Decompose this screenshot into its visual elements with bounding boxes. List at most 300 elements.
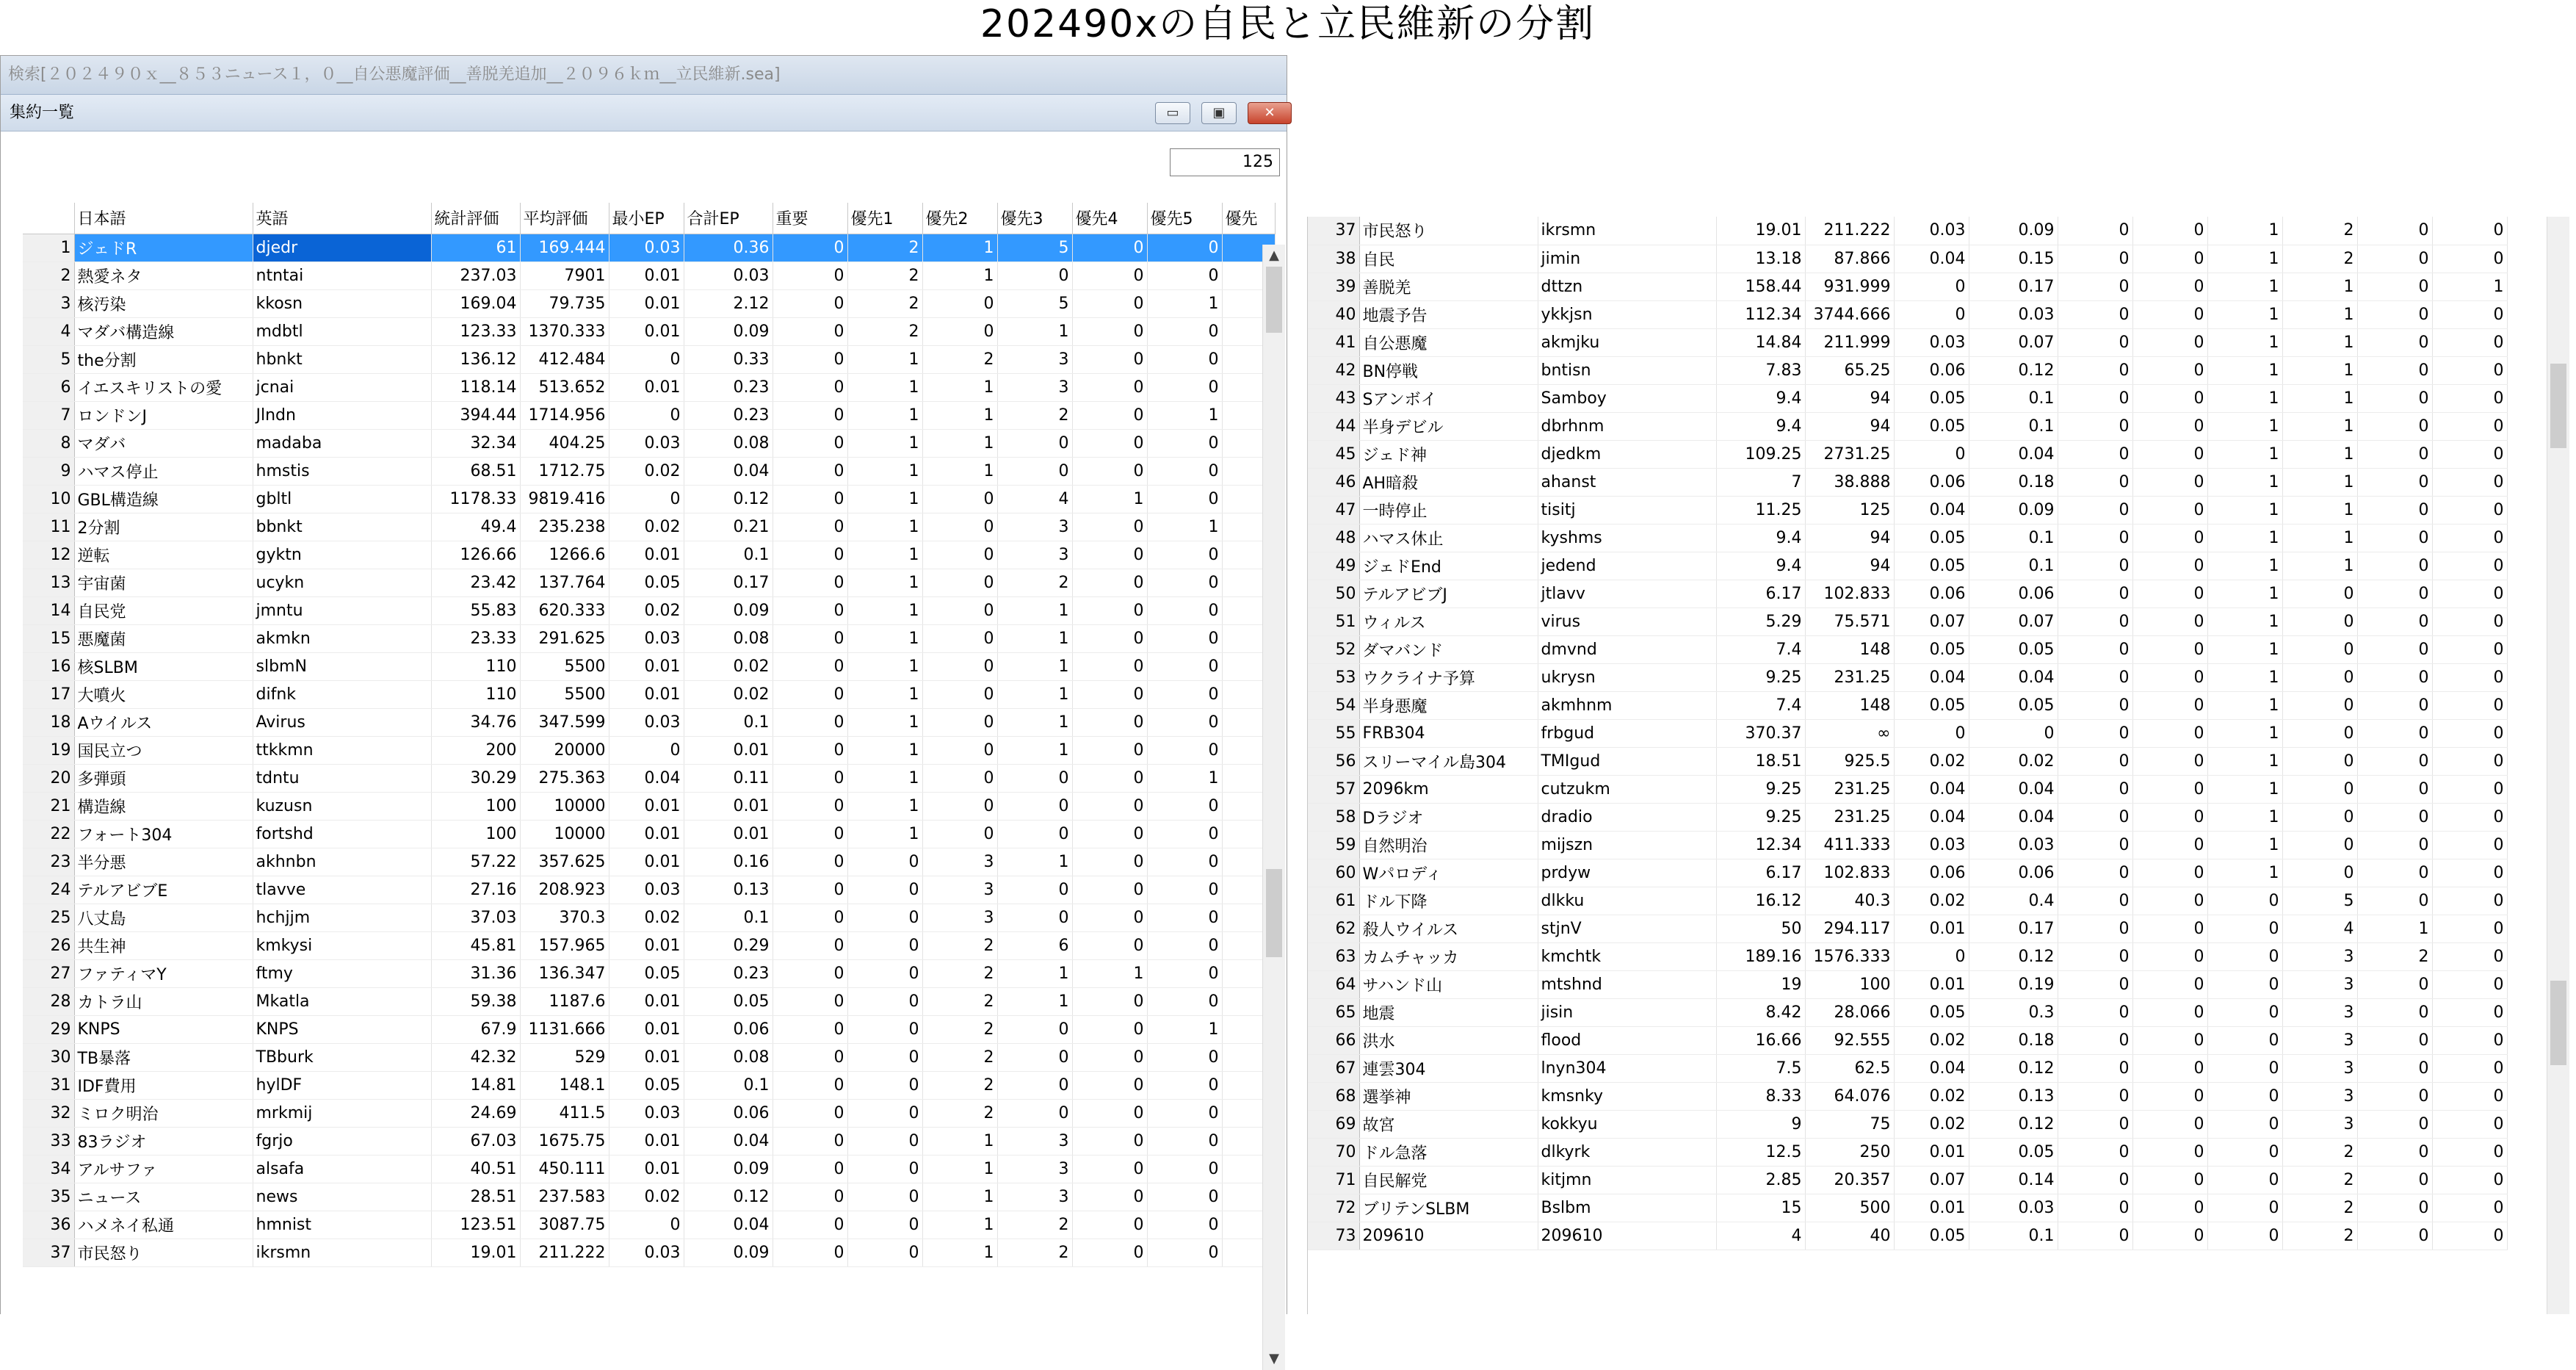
cell-value[interactable]: 0.03 [609, 1239, 684, 1266]
cell-value[interactable]: 0.09 [684, 1155, 773, 1183]
cell-value[interactable]: 1 [2207, 217, 2282, 245]
cell-value[interactable]: 0.1 [1969, 412, 2058, 440]
cell-value[interactable]: 2 [2282, 1194, 2357, 1222]
row-number[interactable]: 22 [23, 820, 74, 848]
table-row[interactable] [1308, 552, 2507, 580]
cell-value[interactable]: 370.3 [520, 904, 609, 931]
cell-value[interactable]: 0.03 [684, 262, 773, 289]
row-number[interactable]: 12 [23, 541, 74, 569]
cell-japanese[interactable]: 悪魔菌 [74, 624, 253, 652]
cell-value[interactable]: 7.83 [1716, 356, 1805, 384]
cell-value[interactable]: 0.06 [1894, 468, 1969, 496]
cell-english[interactable]: mijszn [1538, 831, 1716, 859]
cell-value[interactable]: 1 [997, 987, 1072, 1015]
cell-value[interactable]: 1 [2207, 663, 2282, 691]
cell-value[interactable]: 1 [847, 401, 922, 429]
cell-japanese[interactable]: 善脱羌 [1359, 273, 1538, 300]
cell-value[interactable]: 1 [2207, 580, 2282, 608]
cell-value[interactable]: 0 [2432, 775, 2507, 803]
cell-value[interactable]: 0 [773, 820, 847, 848]
cell-value[interactable]: 3 [997, 1183, 1072, 1211]
cell-value[interactable]: 0.01 [609, 848, 684, 876]
cell-value[interactable]: 0 [2207, 1138, 2282, 1166]
cell-value[interactable]: 1712.75 [520, 457, 609, 485]
table-row[interactable] [23, 1211, 1275, 1239]
cell-value[interactable]: 211.999 [1805, 328, 1894, 356]
cell-value[interactable]: 0 [922, 792, 997, 820]
cell-value[interactable]: 0 [2058, 580, 2132, 608]
cell-value[interactable]: 0 [2432, 887, 2507, 915]
cell-value[interactable]: 0 [2132, 524, 2207, 552]
cell-japanese[interactable]: 2096km [1359, 775, 1538, 803]
cell-value[interactable]: 0 [1894, 440, 1969, 468]
cell-value[interactable]: 0 [1147, 541, 1222, 569]
cell-value[interactable]: 0.1 [684, 904, 773, 931]
cell-value[interactable]: 1 [2207, 300, 2282, 328]
cell-value[interactable]: 0.11 [684, 764, 773, 792]
row-number[interactable]: 40 [1308, 300, 1359, 328]
cell-value[interactable]: 7 [1716, 468, 1805, 496]
cell-value[interactable]: 189.16 [1716, 942, 1805, 970]
row-number[interactable]: 60 [1308, 859, 1359, 887]
cell-value[interactable]: 3 [997, 373, 1072, 401]
cell-value[interactable]: 211.222 [520, 1239, 609, 1266]
cell-value[interactable]: 0 [2357, 887, 2432, 915]
cell-value[interactable]: 0 [2132, 552, 2207, 580]
cell-value[interactable]: 0 [1072, 904, 1147, 931]
row-number[interactable]: 56 [1308, 747, 1359, 775]
cell-value[interactable]: 0 [2058, 1166, 2132, 1194]
cell-value[interactable]: 0 [1072, 624, 1147, 652]
cell-japanese[interactable]: ウクライナ予算 [1359, 663, 1538, 691]
cell-english[interactable]: hmnist [253, 1211, 431, 1239]
cell-value[interactable]: 0.06 [1894, 859, 1969, 887]
row-number[interactable]: 54 [1308, 691, 1359, 719]
cell-english[interactable]: ahanst [1538, 468, 1716, 496]
close-button[interactable]: ✕ [1248, 102, 1292, 124]
column-header[interactable]: 優先4 [1072, 203, 1147, 234]
cell-japanese[interactable]: 市民怒り [74, 1239, 253, 1266]
cell-value[interactable]: 0.08 [684, 1043, 773, 1071]
cell-value[interactable]: 0 [1894, 942, 1969, 970]
cell-value[interactable]: 16.12 [1716, 887, 1805, 915]
cell-value[interactable]: 2 [922, 987, 997, 1015]
cell-value[interactable]: 0.17 [1969, 915, 2058, 942]
row-number[interactable]: 10 [23, 485, 74, 513]
cell-value[interactable]: 0 [2058, 942, 2132, 970]
cell-value[interactable]: 45.81 [431, 931, 520, 959]
cell-english[interactable]: gbltl [253, 485, 431, 513]
cell-value[interactable]: 3 [2282, 1054, 2357, 1082]
cell-japanese[interactable]: テルアビブJ [1359, 580, 1538, 608]
row-number[interactable]: 62 [1308, 915, 1359, 942]
cell-japanese[interactable]: ドル下降 [1359, 887, 1538, 915]
cell-english[interactable]: akmjku [1538, 328, 1716, 356]
cell-value[interactable]: 0 [2432, 300, 2507, 328]
cell-japanese[interactable]: Aウイルス [74, 708, 253, 736]
cell-value[interactable]: 0 [2132, 775, 2207, 803]
cell-value[interactable]: 0 [1147, 1155, 1222, 1183]
table-row[interactable] [23, 569, 1275, 596]
cell-value[interactable]: 0 [1072, 792, 1147, 820]
cell-value[interactable]: 3 [922, 876, 997, 904]
cell-value[interactable]: 1 [2207, 496, 2282, 524]
table-row[interactable] [23, 904, 1275, 931]
cell-value[interactable]: 0.09 [684, 596, 773, 624]
cell-value[interactable]: 0 [2132, 1222, 2207, 1250]
cell-value[interactable]: 0 [773, 1239, 847, 1266]
cell-value[interactable]: 0 [1072, 1015, 1147, 1043]
cell-value[interactable]: 0 [1147, 1043, 1222, 1071]
table-row[interactable] [1308, 831, 2507, 859]
cell-value[interactable]: 0 [922, 289, 997, 317]
cell-value[interactable]: 0 [2058, 831, 2132, 859]
cell-value[interactable]: 125 [1805, 496, 1894, 524]
cell-value[interactable]: 94 [1805, 524, 1894, 552]
right-scroll-thumb[interactable] [2550, 364, 2566, 448]
cell-value[interactable]: 1 [2207, 328, 2282, 356]
table-row[interactable] [1308, 468, 2507, 496]
cell-value[interactable]: 1 [997, 652, 1072, 680]
cell-value[interactable]: 0 [773, 931, 847, 959]
cell-english[interactable]: kmsnky [1538, 1082, 1716, 1110]
row-number[interactable]: 19 [23, 736, 74, 764]
cell-value[interactable]: 0 [2207, 1054, 2282, 1082]
cell-value[interactable]: 0 [2357, 1054, 2432, 1082]
cell-value[interactable]: 0.02 [684, 652, 773, 680]
cell-value[interactable]: 57.22 [431, 848, 520, 876]
cell-value[interactable]: 0.06 [684, 1099, 773, 1127]
row-number[interactable]: 4 [23, 317, 74, 345]
table-row[interactable] [23, 373, 1275, 401]
cell-value[interactable]: 0 [1072, 1211, 1147, 1239]
cell-value[interactable]: 0 [1072, 457, 1147, 485]
cell-value[interactable]: 0 [1147, 262, 1222, 289]
cell-value[interactable]: 0.03 [1894, 217, 1969, 245]
cell-value[interactable]: 0 [1072, 569, 1147, 596]
cell-value[interactable]: 1 [847, 820, 922, 848]
cell-value[interactable]: 3 [922, 904, 997, 931]
cell-value[interactable]: 0 [1147, 317, 1222, 345]
cell-value[interactable]: 0 [2357, 775, 2432, 803]
cell-value[interactable]: 0 [773, 485, 847, 513]
row-number[interactable]: 28 [23, 987, 74, 1015]
cell-value[interactable]: 0 [1072, 513, 1147, 541]
cell-value[interactable]: 0.02 [1969, 747, 2058, 775]
cell-english[interactable]: akhnbn [253, 848, 431, 876]
cell-value[interactable]: 0.02 [609, 457, 684, 485]
cell-value[interactable]: 40.51 [431, 1155, 520, 1183]
cell-value[interactable]: 0 [847, 1071, 922, 1099]
cell-value[interactable]: 0 [2132, 719, 2207, 747]
cell-english[interactable]: mtshnd [1538, 970, 1716, 998]
cell-value[interactable]: 0 [1147, 457, 1222, 485]
table-row[interactable] [23, 234, 1275, 262]
cell-value[interactable]: 0 [2282, 635, 2357, 663]
cell-value[interactable]: 2 [847, 289, 922, 317]
cell-value[interactable]: 0 [1147, 234, 1222, 262]
cell-value[interactable]: 0 [2282, 608, 2357, 635]
table-row[interactable] [23, 680, 1275, 708]
cell-value[interactable]: 2731.25 [1805, 440, 1894, 468]
table-row[interactable] [1308, 635, 2507, 663]
cell-value[interactable]: 0.01 [609, 792, 684, 820]
cell-value[interactable]: 0 [1072, 848, 1147, 876]
cell-value[interactable]: 6.17 [1716, 580, 1805, 608]
cell-value[interactable]: 0 [922, 736, 997, 764]
cell-value[interactable]: 1 [997, 736, 1072, 764]
cell-value[interactable]: 0 [2058, 440, 2132, 468]
cell-value[interactable]: 0.03 [1894, 831, 1969, 859]
table-row[interactable] [23, 1127, 1275, 1155]
cell-value[interactable]: 0 [2058, 970, 2132, 998]
cell-value[interactable]: 0.13 [1969, 1082, 2058, 1110]
cell-value[interactable]: 0 [997, 1099, 1072, 1127]
cell-value[interactable]: 0 [997, 820, 1072, 848]
cell-value[interactable]: 931.999 [1805, 273, 1894, 300]
cell-value[interactable]: 0 [2132, 608, 2207, 635]
cell-value[interactable]: 357.625 [520, 848, 609, 876]
cell-english[interactable]: jtlavv [1538, 580, 1716, 608]
cell-value[interactable]: 0.12 [1969, 1110, 2058, 1138]
cell-value[interactable]: 0.06 [1969, 580, 2058, 608]
cell-value[interactable]: 0 [1147, 987, 1222, 1015]
cell-value[interactable]: 1 [1147, 513, 1222, 541]
cell-value[interactable]: 0 [2132, 859, 2207, 887]
cell-value[interactable]: 0 [773, 429, 847, 457]
cell-value[interactable]: 0 [847, 1239, 922, 1266]
cell-value[interactable]: 0 [2207, 915, 2282, 942]
cell-japanese[interactable]: 209610 [1359, 1222, 1538, 1250]
cell-value[interactable]: 1 [2207, 831, 2282, 859]
cell-english[interactable]: frbgud [1538, 719, 1716, 747]
cell-english[interactable]: Mkatla [253, 987, 431, 1015]
cell-value[interactable]: 0 [2357, 663, 2432, 691]
cell-value[interactable]: 0.1 [1969, 384, 2058, 412]
cell-value[interactable]: 0.04 [1969, 803, 2058, 831]
cell-value[interactable]: 0 [922, 485, 997, 513]
cell-japanese[interactable]: 半身デビル [1359, 412, 1538, 440]
scroll-up-icon[interactable]: ▲ [1269, 248, 1279, 263]
cell-value[interactable]: 0 [2058, 384, 2132, 412]
cell-value[interactable]: 94 [1805, 552, 1894, 580]
cell-value[interactable]: 0 [773, 1015, 847, 1043]
row-number[interactable]: 70 [1308, 1138, 1359, 1166]
cell-value[interactable]: 0 [1147, 652, 1222, 680]
cell-value[interactable]: 2 [847, 262, 922, 289]
table-row[interactable] [1308, 384, 2507, 412]
cell-value[interactable]: 87.866 [1805, 245, 1894, 273]
cell-value[interactable]: 118.14 [431, 373, 520, 401]
cell-value[interactable]: 5.29 [1716, 608, 1805, 635]
cell-japanese[interactable]: 半分悪 [74, 848, 253, 876]
table-row[interactable] [23, 485, 1275, 513]
cell-value[interactable]: 75.571 [1805, 608, 1894, 635]
cell-value[interactable]: 0.06 [1894, 356, 1969, 384]
cell-value[interactable]: 0 [609, 1211, 684, 1239]
cell-value[interactable]: 0.01 [609, 931, 684, 959]
cell-value[interactable]: 0 [773, 317, 847, 345]
cell-english[interactable]: jcnai [253, 373, 431, 401]
cell-value[interactable]: 30.29 [431, 764, 520, 792]
cell-value[interactable]: 1 [922, 401, 997, 429]
cell-value[interactable]: 0 [2058, 1082, 2132, 1110]
cell-value[interactable]: 0 [1072, 541, 1147, 569]
cell-value[interactable]: 0 [2357, 273, 2432, 300]
cell-value[interactable]: 0 [1072, 401, 1147, 429]
cell-value[interactable]: 20.357 [1805, 1166, 1894, 1194]
cell-english[interactable]: cutzukm [1538, 775, 1716, 803]
cell-english[interactable]: tlavve [253, 876, 431, 904]
cell-english[interactable]: ntntai [253, 262, 431, 289]
cell-value[interactable]: 0 [2058, 524, 2132, 552]
cell-value[interactable]: 1 [847, 736, 922, 764]
cell-value[interactable]: 0.03 [1969, 300, 2058, 328]
cell-value[interactable]: 0 [1072, 1155, 1147, 1183]
row-number[interactable]: 73 [1308, 1222, 1359, 1250]
cell-japanese[interactable]: ジェドEnd [1359, 552, 1538, 580]
cell-japanese[interactable]: 核SLBM [74, 652, 253, 680]
scroll-down-icon[interactable]: ▼ [1269, 1351, 1279, 1366]
cell-value[interactable]: 0.4 [1969, 887, 2058, 915]
cell-value[interactable]: 0 [2058, 328, 2132, 356]
table-row[interactable] [23, 1043, 1275, 1071]
cell-value[interactable]: 5500 [520, 680, 609, 708]
cell-value[interactable]: 1 [847, 373, 922, 401]
cell-value[interactable]: 0 [2058, 1194, 2132, 1222]
cell-value[interactable]: 0.02 [609, 513, 684, 541]
row-number[interactable]: 55 [1308, 719, 1359, 747]
cell-value[interactable]: 0 [2207, 942, 2282, 970]
cell-value[interactable]: 0 [1894, 300, 1969, 328]
table-row[interactable] [23, 931, 1275, 959]
cell-value[interactable]: 0 [2058, 775, 2132, 803]
cell-value[interactable]: 0.07 [1894, 1166, 1969, 1194]
cell-value[interactable]: 0 [1072, 652, 1147, 680]
cell-value[interactable]: 0 [2432, 1194, 2507, 1222]
cell-value[interactable]: 0 [922, 764, 997, 792]
cell-value[interactable]: 1 [922, 234, 997, 262]
cell-value[interactable]: 0.1 [1969, 524, 2058, 552]
cell-value[interactable]: 2 [997, 1239, 1072, 1266]
cell-value[interactable]: 0 [773, 904, 847, 931]
cell-value[interactable]: 5 [2282, 887, 2357, 915]
cell-value[interactable]: 0 [773, 792, 847, 820]
cell-value[interactable]: 0 [2357, 1026, 2432, 1054]
cell-japanese[interactable]: カトラ山 [74, 987, 253, 1015]
cell-value[interactable]: 0 [2207, 1110, 2282, 1138]
cell-value[interactable]: 0.05 [1894, 998, 1969, 1026]
cell-value[interactable]: 275.363 [520, 764, 609, 792]
cell-value[interactable]: 0 [922, 680, 997, 708]
cell-value[interactable]: 0.03 [609, 708, 684, 736]
cell-value[interactable]: 137.764 [520, 569, 609, 596]
cell-value[interactable]: 0 [773, 652, 847, 680]
cell-value[interactable]: 0 [2432, 942, 2507, 970]
cell-english[interactable]: ikrsmn [1538, 217, 1716, 245]
cell-value[interactable]: 411.333 [1805, 831, 1894, 859]
cell-japanese[interactable]: GBL構造線 [74, 485, 253, 513]
cell-value[interactable]: 0 [922, 652, 997, 680]
cell-value[interactable]: 100 [1805, 970, 1894, 998]
cell-japanese[interactable]: 地震 [1359, 998, 1538, 1026]
cell-value[interactable]: 1 [2207, 524, 2282, 552]
cell-value[interactable]: 0 [609, 736, 684, 764]
table-row[interactable] [23, 596, 1275, 624]
cell-english[interactable]: flood [1538, 1026, 1716, 1054]
cell-value[interactable]: 0 [2432, 1222, 2507, 1250]
cell-value[interactable]: 0 [847, 1015, 922, 1043]
cell-value[interactable]: 0.21 [684, 513, 773, 541]
cell-value[interactable]: 5 [997, 234, 1072, 262]
cell-value[interactable]: 0 [2132, 663, 2207, 691]
cell-english[interactable]: bbnkt [253, 513, 431, 541]
cell-value[interactable]: 0 [2132, 273, 2207, 300]
cell-value[interactable]: 18.51 [1716, 747, 1805, 775]
row-number[interactable]: 16 [23, 652, 74, 680]
cell-value[interactable]: 148 [1805, 691, 1894, 719]
cell-value[interactable]: 1 [1147, 289, 1222, 317]
cell-value[interactable]: 0 [2282, 859, 2357, 887]
table-row[interactable] [23, 1015, 1275, 1043]
cell-value[interactable]: 0 [922, 708, 997, 736]
cell-value[interactable]: 4 [2282, 915, 2357, 942]
cell-value[interactable]: 1 [2207, 440, 2282, 468]
cell-value[interactable]: 0 [2432, 245, 2507, 273]
right-vertical-scrollbar[interactable] [2547, 217, 2569, 1314]
cell-value[interactable]: 0 [922, 541, 997, 569]
cell-value[interactable]: 0.13 [684, 876, 773, 904]
cell-value[interactable]: 2 [2282, 1166, 2357, 1194]
right-scroll-thumb-secondary[interactable] [2550, 981, 2566, 1065]
row-number[interactable]: 11 [23, 513, 74, 541]
table-row[interactable] [23, 764, 1275, 792]
cell-value[interactable]: 0 [1147, 1183, 1222, 1211]
cell-japanese[interactable]: Sアンボイ [1359, 384, 1538, 412]
cell-value[interactable]: 1 [997, 708, 1072, 736]
cell-value[interactable]: 1 [2432, 273, 2507, 300]
row-number[interactable]: 5 [23, 345, 74, 373]
cell-english[interactable]: hchjjm [253, 904, 431, 931]
cell-value[interactable]: 0 [2432, 859, 2507, 887]
cell-value[interactable]: 0.05 [684, 987, 773, 1015]
cell-value[interactable]: 3 [2282, 1082, 2357, 1110]
cell-value[interactable]: 3 [997, 513, 1072, 541]
row-number[interactable]: 18 [23, 708, 74, 736]
cell-value[interactable]: 0 [2357, 524, 2432, 552]
cell-english[interactable]: alsafa [253, 1155, 431, 1183]
cell-value[interactable]: 231.25 [1805, 803, 1894, 831]
table-row[interactable] [23, 820, 1275, 848]
table-row[interactable] [1308, 1138, 2507, 1166]
cell-value[interactable]: 0 [2132, 300, 2207, 328]
cell-value[interactable]: 0 [847, 1211, 922, 1239]
cell-value[interactable]: 40.3 [1805, 887, 1894, 915]
cell-english[interactable]: dbrhnm [1538, 412, 1716, 440]
cell-english[interactable]: stjnV [1538, 915, 1716, 942]
cell-value[interactable]: 0 [2132, 635, 2207, 663]
row-number[interactable]: 64 [1308, 970, 1359, 998]
table-row[interactable] [1308, 915, 2507, 942]
cell-english[interactable]: difnk [253, 680, 431, 708]
cell-value[interactable]: 0 [2357, 831, 2432, 859]
cell-value[interactable]: 1 [2207, 608, 2282, 635]
cell-value[interactable]: 0.1 [1969, 552, 2058, 580]
cell-value[interactable]: 2 [2357, 942, 2432, 970]
cell-value[interactable]: 0 [773, 596, 847, 624]
cell-value[interactable]: 0 [997, 764, 1072, 792]
cell-value[interactable]: 0.01 [609, 262, 684, 289]
